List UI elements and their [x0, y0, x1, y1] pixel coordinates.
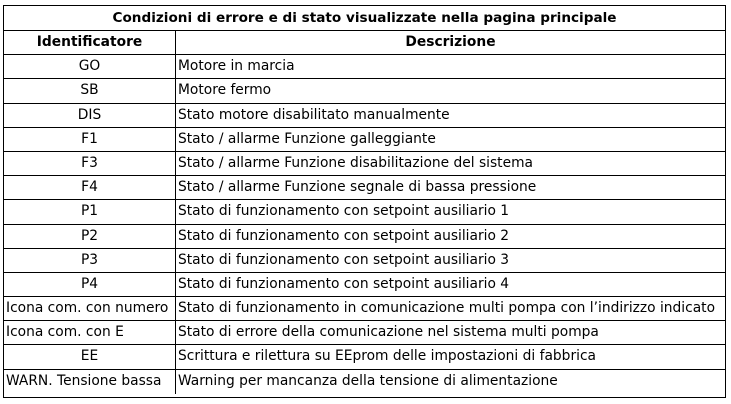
table-row: [4, 104, 725, 128]
table-row: [4, 200, 725, 224]
table-row: [4, 321, 725, 345]
table-row: [4, 345, 725, 369]
table-row: [4, 297, 725, 321]
table-body: [4, 55, 725, 394]
identifier-cell: F3: [4, 152, 176, 175]
description-cell: Stato di errore della comunicazione nel sistema multi pompa: [178, 324, 599, 341]
identifier-cell: P3: [4, 249, 176, 272]
header-identifier: Identificatore: [4, 31, 176, 54]
description-cell: Stato di funzionamento con setpoint ausiliario 2: [178, 227, 510, 244]
description-cell: Stato di funzionamento in comunicazione multi pompa con l’indirizzo indicato: [178, 300, 716, 317]
table-row: [4, 225, 725, 249]
identifier-cell: Icona com. con numero: [4, 297, 176, 320]
description-cell: Stato / allarme Funzione galleggiante: [178, 130, 436, 147]
table-row: [4, 249, 725, 273]
table-row: [4, 152, 725, 176]
description-cell: Stato di funzionamento con setpoint ausiliario 3: [178, 251, 510, 268]
table-row: [4, 273, 725, 297]
description-cell: Stato / allarme Funzione disabilitazione del sistema: [178, 154, 533, 171]
identifier-cell: P2: [4, 225, 176, 248]
description-cell: Stato di funzionamento con setpoint ausiliario 4: [178, 275, 510, 292]
description-cell: Stato di funzionamento con setpoint ausiliario 1: [178, 203, 510, 220]
table-row: [4, 79, 725, 103]
identifier-cell: Icona com. con E: [4, 321, 176, 344]
identifier-cell: F1: [4, 128, 176, 151]
identifier-cell: WARN. Tensione bassa: [4, 370, 176, 394]
identifier-cell: SB: [4, 79, 176, 102]
table-header-row: [4, 31, 725, 55]
identifier-cell: F4: [4, 176, 176, 199]
description-cell: Scrittura e rilettura su EEprom delle impostazioni di fabbrica: [178, 348, 596, 365]
identifier-cell: GO: [4, 55, 176, 78]
identifier-cell: DIS: [4, 104, 176, 127]
description-cell: Motore in marcia: [178, 58, 295, 75]
description-cell: Stato motore disabilitato manualmente: [178, 106, 450, 123]
status-table: [3, 5, 726, 398]
header-description: Descrizione: [405, 34, 496, 50]
description-cell: Stato / allarme Funzione segnale di bassa pressione: [178, 179, 537, 196]
table-row: [4, 128, 725, 152]
identifier-cell: P4: [4, 273, 176, 296]
description-cell: Warning per mancanza della tensione di alimentazione: [178, 372, 558, 389]
description-cell: Motore fermo: [178, 82, 272, 99]
table-row: [4, 176, 725, 200]
table-row: [4, 370, 725, 394]
identifier-cell: EE: [4, 345, 176, 368]
table-row: [4, 55, 725, 79]
identifier-cell: P1: [4, 200, 176, 223]
table-title: Condizioni di errore e di stato visualizzate nella pagina principale: [4, 6, 725, 31]
